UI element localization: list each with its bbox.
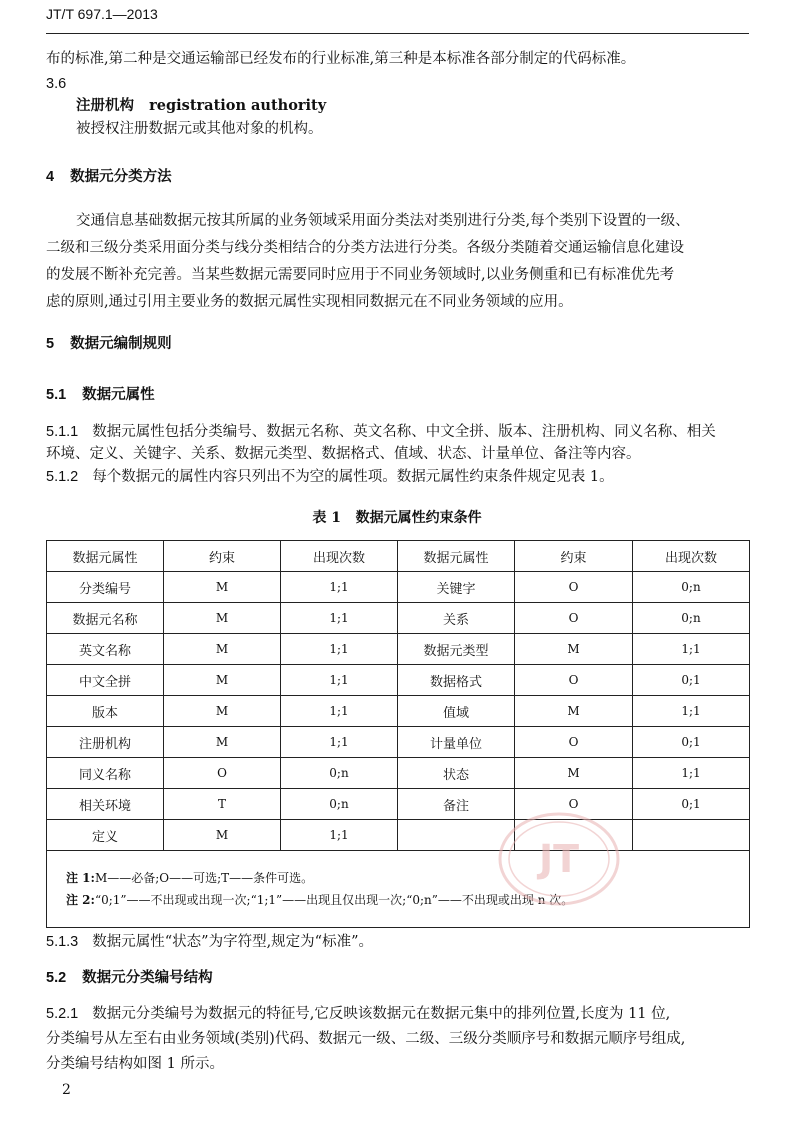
- table-cell: M: [164, 696, 281, 727]
- table-header-cell: 数据元属性: [398, 541, 515, 572]
- term-chinese: 注册机构: [76, 97, 134, 114]
- table-cell: 关系: [398, 603, 515, 634]
- table-header-cell: 出现次数: [281, 541, 398, 572]
- table-cell: 0;n: [633, 603, 750, 634]
- table-cell: 0;1: [633, 665, 750, 696]
- table-cell: 中文全拼: [47, 665, 164, 696]
- table-cell: 注册机构: [47, 727, 164, 758]
- table-cell: 版本: [47, 696, 164, 727]
- table-cell: 定义: [47, 820, 164, 851]
- table-cell: O: [515, 665, 633, 696]
- note-label: 注 1:: [66, 871, 95, 885]
- jt-stamp-watermark: [497, 810, 621, 908]
- clause-number-3-6: 3.6: [46, 76, 67, 92]
- section-5-heading: [46, 332, 172, 353]
- table-cell: M: [164, 634, 281, 665]
- header-rule: [46, 33, 749, 34]
- table-note-1: [66, 867, 749, 889]
- clause-5-1-3: [46, 929, 373, 956]
- clause-number: 5.2.1: [46, 1006, 79, 1022]
- table-note-2: [66, 889, 749, 911]
- table-cell: M: [515, 696, 633, 727]
- table-cell: 1;1: [633, 634, 750, 665]
- clause-5-2-1-line1: [46, 1001, 670, 1028]
- section-number: 5.1: [46, 387, 67, 403]
- section-title: 数据元分类编号结构: [82, 969, 213, 986]
- paragraph-line: 二级和三级分类采用面分类与线分类相结合的分类方法进行分类。各级分类随着交通运输信息化建设: [46, 240, 684, 256]
- paragraph-line: 虑的原则,通过引用主要业务的数据元属性实现相同数据元在不同业务领域的应用。: [46, 294, 573, 310]
- section-5-2-heading: [46, 966, 213, 987]
- table-cell: 1;1: [633, 758, 750, 789]
- table-row: [47, 820, 750, 851]
- table-cell: 备注: [398, 789, 515, 820]
- section-number: 5: [46, 336, 55, 352]
- clause-number: 5.1.2: [46, 469, 79, 485]
- table-cell: 0;n: [281, 789, 398, 820]
- table-cell: 0;n: [633, 572, 750, 603]
- section-title: 数据元属性: [82, 386, 155, 403]
- table-cell: O: [515, 789, 633, 820]
- table-cell: 1;1: [281, 696, 398, 727]
- clause-number: 5.1.1: [46, 424, 79, 440]
- section-4-heading: [46, 165, 172, 186]
- table-cell: 数据元类型: [398, 634, 515, 665]
- note-label: 注 2:: [66, 893, 95, 907]
- table-cell: O: [515, 572, 633, 603]
- table-notes-row: [47, 851, 750, 928]
- table-row: [47, 603, 750, 634]
- table-cell: 1;1: [281, 665, 398, 696]
- paragraph-line: 交通信息基础数据元按其所属的业务领域采用面分类法对类别进行分类,每个类别下设置的一级、: [76, 213, 690, 229]
- clause-5-2-1-line3: 分类编号结构如图 1 所示。: [46, 1056, 224, 1072]
- term-english: registration authority: [149, 97, 327, 114]
- paragraph-line: 的发展不断补充完善。当某些数据元需要同时应用于不同业务领域时,以业务侧重和已有标准优先考: [46, 267, 675, 283]
- table-cell: O: [515, 727, 633, 758]
- table-cell: 数据元名称: [47, 603, 164, 634]
- table-cell: M: [164, 820, 281, 851]
- table-cell: 0;1: [633, 789, 750, 820]
- page-number: 2: [62, 1082, 71, 1098]
- term-entry: [76, 92, 326, 119]
- attribute-constraint-table: [46, 540, 750, 928]
- table-row: [47, 572, 750, 603]
- table-cell: M: [515, 634, 633, 665]
- section-number: 4: [46, 169, 55, 185]
- table-cell: 关键字: [398, 572, 515, 603]
- table-cell: M: [164, 572, 281, 603]
- table-row: [47, 665, 750, 696]
- table-caption: 表 1 数据元属性约束条件: [312, 510, 482, 526]
- term-definition: 被授权注册数据元或其他对象的机构。: [76, 121, 323, 137]
- table-cell: 1;1: [281, 572, 398, 603]
- clause-5-2-1-line2: 分类编号从左至右由业务领域(类别)代码、数据元一级、二级、三级分类顺序号和数据元顺序号组成,: [46, 1031, 686, 1047]
- stamp-lettering: JT: [538, 837, 580, 881]
- table-cell: 1;1: [281, 820, 398, 851]
- table-row: [47, 789, 750, 820]
- table-cell: 同义名称: [47, 758, 164, 789]
- note-text: “0;1”——不出现或出现一次;“1;1”——出现且仅出现一次;“0;n”——不出现或出现 n 次。: [94, 893, 574, 907]
- clause-5-1-1-line2: 环境、定义、关键字、关系、数据元类型、数据格式、值域、状态、计量单位、备注等内容。: [46, 446, 641, 462]
- table-cell: 英文名称: [47, 634, 164, 665]
- clause-text: 数据元分类编号为数据元的特征号,它反映该数据元在数据元集中的排列位置,长度为 11 位,: [92, 1006, 671, 1022]
- table-row: [47, 696, 750, 727]
- section-title: 数据元分类方法: [70, 168, 172, 185]
- table-header-cell: 出现次数: [633, 541, 750, 572]
- table-cell: 值域: [398, 696, 515, 727]
- clause-number: 5.1.3: [46, 934, 79, 950]
- section-title: 数据元编制规则: [70, 335, 172, 352]
- table-cell: M: [164, 727, 281, 758]
- table-cell: 计量单位: [398, 727, 515, 758]
- table-cell: O: [515, 603, 633, 634]
- table-cell: 数据格式: [398, 665, 515, 696]
- table-cell: O: [164, 758, 281, 789]
- table-cell: M: [164, 665, 281, 696]
- table-cell: 1;1: [633, 696, 750, 727]
- section-number: 5.2: [46, 970, 67, 986]
- clause-text: 数据元属性包括分类编号、数据元名称、英文名称、中文全拼、版本、注册机构、同义名称、相关: [92, 424, 716, 440]
- clause-5-1-2: [46, 464, 614, 491]
- table-row: [47, 758, 750, 789]
- section-5-1-heading: [46, 383, 155, 404]
- table-row: [47, 727, 750, 758]
- table-header-cell: 约束: [164, 541, 281, 572]
- table-cell: T: [164, 789, 281, 820]
- table-cell: M: [164, 603, 281, 634]
- clause-text: 每个数据元的属性内容只列出不为空的属性项。数据元属性约束条件规定见表 1。: [92, 469, 614, 485]
- table-cell: 0;n: [281, 758, 398, 789]
- table-notes: [47, 851, 750, 928]
- table-cell: M: [515, 758, 633, 789]
- table-cell: 1;1: [281, 603, 398, 634]
- standard-code: JT/T 697.1—2013: [46, 6, 158, 22]
- table-header-cell: 约束: [515, 541, 633, 572]
- table-row: [47, 634, 750, 665]
- table-cell: [633, 820, 750, 851]
- table-header-cell: 数据元属性: [47, 541, 164, 572]
- paragraph-continued: 布的标准,第二种是交通运输部已经发布的行业标准,第三种是本标准各部分制定的代码标准。: [46, 51, 636, 67]
- table-cell: 相关环境: [47, 789, 164, 820]
- table-cell: 1;1: [281, 634, 398, 665]
- table-cell: 分类编号: [47, 572, 164, 603]
- table-header-row: [47, 541, 750, 572]
- note-text: M——必备;O——可选;T——条件可选。: [94, 871, 314, 885]
- table-cell: 1;1: [281, 727, 398, 758]
- clause-text: 数据元属性“状态”为字符型,规定为“标准”。: [92, 934, 374, 950]
- table-cell: 0;1: [633, 727, 750, 758]
- table-cell: 状态: [398, 758, 515, 789]
